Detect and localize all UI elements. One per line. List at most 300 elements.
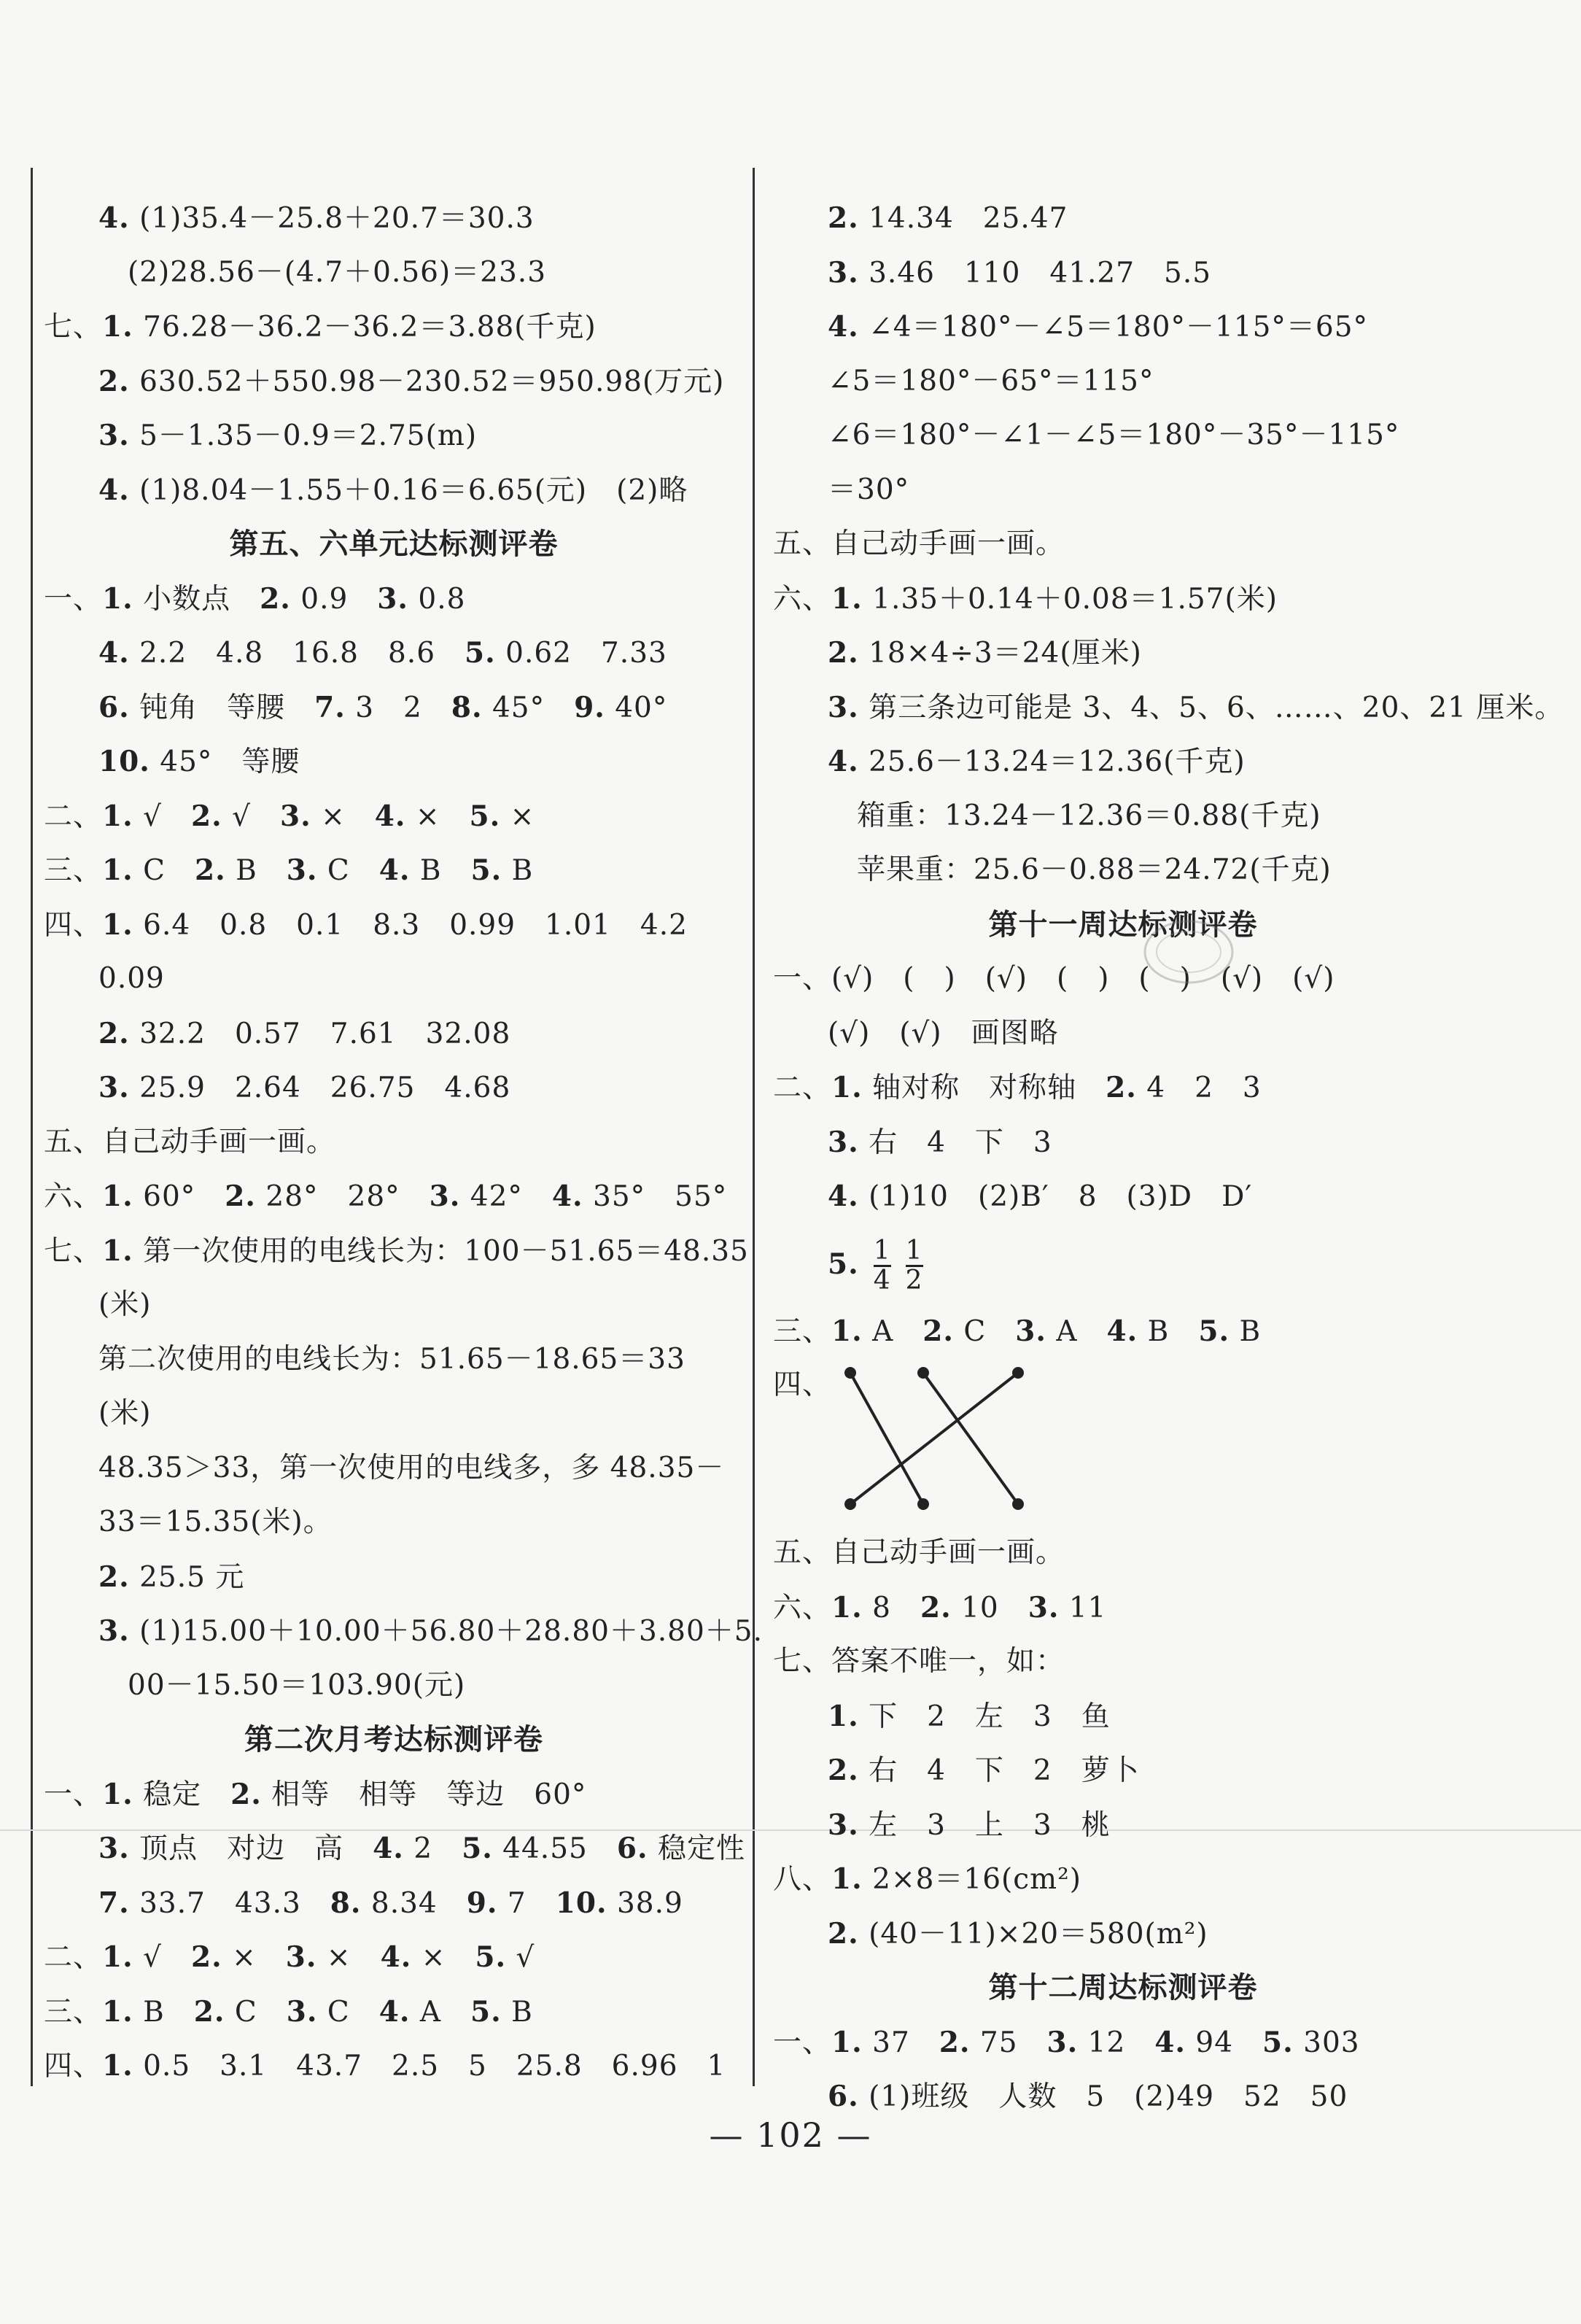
answer-text: 48.35＞33，第一次使用的电线多，多 48.35－	[98, 1451, 725, 1484]
answer-text: 0.5 3.1 43.7 2.5 5 25.8 6.96 1	[133, 2050, 726, 2083]
answer-line	[44, 1659, 744, 1713]
answer-line	[773, 1526, 1473, 1581]
item-number: 2.	[939, 2025, 971, 2059]
match-dot	[1012, 1367, 1024, 1379]
item-number: 3.	[98, 1071, 130, 1104]
answer-text: 38.9	[607, 1886, 683, 1920]
item-number: 4.	[551, 1180, 583, 1213]
answer-text: 0.62 7.33	[495, 637, 667, 670]
answer-text: 第十一周达标测评卷	[988, 907, 1258, 942]
answer-text: 3 2	[345, 691, 451, 724]
answer-line	[44, 1224, 749, 1279]
match-dot	[917, 1498, 929, 1510]
answer-text: 一、	[44, 582, 103, 616]
answer-text: 303	[1293, 2026, 1360, 2059]
answer-line	[773, 1224, 1473, 1304]
section-heading	[44, 1713, 744, 1767]
answer-line	[44, 1061, 744, 1115]
item-number: 2.	[828, 201, 859, 235]
item-number: 3.	[828, 690, 859, 724]
answer-line	[773, 626, 1473, 681]
match-line	[850, 1373, 1018, 1504]
column-divider	[753, 168, 755, 2086]
matching-lines-diagram	[836, 1358, 1040, 1519]
answer-text: ×	[500, 799, 535, 833]
answer-text: (40－11)×20＝580(m²)	[858, 1917, 1208, 1951]
answer-text: 44.55	[492, 1832, 617, 1865]
answer-text: 37	[862, 2026, 939, 2059]
item-number: 5.	[470, 1994, 502, 2029]
answer-line	[44, 1985, 744, 2040]
item-number: 1.	[831, 1314, 863, 1348]
answer-text: 11	[1059, 1591, 1107, 1624]
item-number: 3.	[429, 1180, 461, 1213]
item-number: 5.	[1198, 1314, 1230, 1348]
item-number: 4.	[374, 799, 406, 833]
answer-text: 第二次月考达标测评卷	[244, 1723, 543, 1756]
item-number: 7.	[98, 1886, 130, 1920]
answer-text: ∠6＝180°－∠1－∠5＝180°－35°－115°	[828, 419, 1400, 452]
match-dot	[844, 1367, 856, 1379]
left-margin-rule	[31, 168, 33, 2086]
item-number: 2.	[190, 799, 222, 833]
answer-text: 630.52＋550.98－230.52＝950.98(万元)	[129, 365, 725, 398]
answer-text: C	[954, 1314, 1016, 1348]
answer-text: (2)28.56－(4.7＋0.56)＝23.3	[128, 255, 547, 289]
answer-line	[773, 2015, 1473, 2070]
answer-line	[773, 1358, 1473, 1526]
item-number: 1.	[102, 2049, 133, 2083]
item-number: 4.	[378, 1994, 411, 2029]
item-number: 4.	[373, 1832, 404, 1865]
item-number: 3.	[286, 1994, 318, 2029]
answer-line	[44, 1278, 744, 1333]
answer-text: 四、	[773, 1368, 832, 1401]
item-number: 2.	[828, 1754, 859, 1787]
answer-text: (1)35.4－25.8＋20.7＝30.3	[129, 202, 535, 235]
answer-text: 五、自己动手画一画。	[773, 527, 1065, 560]
item-number: 1.	[102, 853, 133, 887]
answer-text: B	[225, 854, 287, 887]
answer-text: B	[501, 1995, 533, 2029]
answer-text: (1)8.04－1.55＋0.16＝6.65(元) (2)略	[129, 473, 688, 507]
item-number: 2.	[190, 1940, 222, 1974]
answer-line	[773, 1852, 1473, 1907]
answer-line	[44, 300, 744, 355]
answer-text: 75	[970, 2026, 1047, 2059]
item-number: 2.	[920, 1590, 952, 1624]
answer-text: 下 2 左 3 鱼	[858, 1700, 1111, 1733]
answer-text: 45° 等腰	[149, 745, 300, 778]
section-heading	[44, 517, 744, 572]
answer-line	[44, 1767, 744, 1822]
answer-line	[44, 735, 744, 789]
item-number: 9.	[466, 1886, 498, 1920]
answer-text: 七、	[44, 311, 103, 344]
answer-text: 10	[951, 1591, 1028, 1624]
answer-line	[773, 1007, 1473, 1061]
item-number: 1.	[102, 1233, 133, 1268]
item-number: 3.	[98, 419, 130, 452]
answer-line	[773, 408, 1473, 463]
fraction-numerator: 1	[905, 1236, 923, 1266]
answer-text: 2	[403, 1832, 462, 1865]
answer-text: 2.2 4.8 16.8 8.6	[129, 637, 465, 670]
answer-line	[44, 1115, 744, 1170]
answer-text: 四、	[44, 908, 103, 942]
item-number: 5.	[462, 1832, 493, 1865]
item-number: 2.	[260, 581, 291, 616]
answer-text: C	[317, 1995, 379, 2029]
answer-line	[773, 246, 1473, 301]
answer-text: 25.9 2.64 26.75 4.68	[129, 1072, 511, 1104]
item-number: 1.	[831, 1862, 863, 1896]
answer-text: 42°	[460, 1180, 552, 1213]
item-number: 3.	[1046, 2025, 1079, 2059]
answer-text: (1)班级 人数 5 (2)49 52 50	[858, 2080, 1348, 2113]
answer-line	[773, 1115, 1473, 1170]
answer-text: 33.7 43.3	[129, 1886, 330, 1920]
item-number: 6.	[828, 2080, 859, 2113]
item-number: 1.	[102, 1777, 133, 1811]
answer-text: 箱重：13.24－12.36＝0.88(千克)	[857, 799, 1321, 832]
answer-text: 六、	[44, 1180, 103, 1213]
answer-text: 一、	[44, 1778, 103, 1811]
item-number: 1.	[831, 581, 863, 616]
answer-line	[44, 1604, 764, 1659]
answer-text: 33＝15.35(米)。	[98, 1506, 333, 1538]
answer-text: C	[133, 854, 195, 887]
answer-text: 8.34	[361, 1886, 467, 1920]
item-number: 4.	[1106, 1314, 1138, 1348]
item-number: 5.	[470, 853, 502, 887]
section-heading	[773, 898, 1473, 953]
answer-text: 稳定性	[648, 1832, 745, 1865]
item-number: 10.	[98, 745, 150, 778]
answer-text: √	[222, 799, 280, 833]
item-number: 4.	[98, 201, 130, 235]
answer-line	[773, 1907, 1473, 1961]
answer-text: 三、	[44, 854, 103, 887]
section-heading	[773, 1961, 1473, 2015]
item-number: 2.	[230, 1777, 262, 1811]
answer-line	[773, 735, 1473, 789]
stamp-mark	[1138, 912, 1240, 992]
answer-text: ×	[411, 1941, 475, 1974]
answer-line	[44, 1821, 744, 1876]
answer-line	[44, 1930, 744, 1985]
answer-line	[773, 952, 1473, 1007]
item-number: 6.	[98, 690, 130, 724]
answer-text: ×	[316, 1941, 381, 1974]
answer-text: 左 3 上 3 桃	[858, 1808, 1111, 1842]
item-number: 5.	[828, 1247, 859, 1281]
item-number: 1.	[831, 1590, 863, 1624]
answer-text: (米)	[98, 1288, 152, 1321]
item-number: 3.	[828, 255, 859, 290]
item-number: 2.	[225, 1180, 256, 1213]
answer-text: 一、	[773, 2026, 832, 2059]
answer-line	[773, 463, 1473, 518]
answer-text: √	[133, 799, 191, 833]
answer-line	[44, 463, 744, 518]
left-column	[44, 191, 764, 2093]
item-number: 8.	[330, 1886, 362, 1920]
answer-text: B	[410, 854, 471, 887]
answer-line	[44, 1441, 744, 1496]
answer-line	[44, 843, 744, 898]
answer-text: 28° 28°	[255, 1180, 430, 1213]
answer-text: 五、自己动手画一画。	[44, 1125, 336, 1158]
answer-text: 60°	[133, 1180, 225, 1213]
answer-line	[773, 300, 1473, 355]
answer-text: 94	[1185, 2026, 1263, 2059]
item-number: 4.	[380, 1940, 412, 1974]
answer-text: 6.4 0.8 0.1 8.3 0.99 1.01 4.2	[133, 908, 688, 942]
answer-line	[773, 1743, 1473, 1798]
answer-line	[44, 1333, 744, 1387]
answer-line	[44, 246, 744, 301]
item-number: 4.	[1154, 2025, 1186, 2059]
answer-text: (米)	[98, 1397, 152, 1430]
answer-text: 七、	[44, 1234, 103, 1268]
answer-text: (1)15.00＋10.00＋56.80＋28.80＋3.80＋5.	[129, 1615, 764, 1648]
answer-text: 00－15.50＝103.90(元)	[128, 1668, 466, 1702]
item-number: 9.	[574, 690, 605, 724]
answer-line	[773, 1689, 1473, 1744]
item-number: 2.	[98, 364, 130, 398]
answer-line	[44, 1007, 744, 1061]
item-number: 1.	[828, 1699, 859, 1733]
answer-text: 32.2 0.57 7.61 32.08	[129, 1017, 511, 1050]
answer-text: 18×4÷3＝24(厘米)	[858, 637, 1142, 670]
answer-text: 三、	[773, 1314, 832, 1348]
item-number: 5.	[469, 799, 501, 833]
answer-text: 三、	[44, 1995, 103, 2029]
item-number: 2.	[828, 1916, 859, 1951]
answer-line	[44, 355, 744, 409]
answer-text: √	[133, 1941, 191, 1974]
answer-text: 六、	[773, 582, 832, 616]
item-number: 4.	[828, 745, 859, 778]
fraction-denominator: 4	[873, 1266, 891, 1295]
answer-text: 35° 55°	[583, 1180, 728, 1213]
answer-line	[773, 681, 1564, 735]
answer-text: (1)10 (2)B′ 8 (3)D D′	[858, 1180, 1253, 1213]
match-dot	[917, 1367, 929, 1379]
item-number: 3.	[285, 1940, 317, 1974]
answer-text: 第五、六单元达标测评卷	[229, 527, 559, 561]
item-number: 1.	[102, 1940, 133, 1974]
answer-text: 第三条边可能是 3、4、5、6、……、20、21 厘米。	[858, 691, 1564, 724]
match-line	[923, 1373, 1018, 1504]
match-dot	[844, 1498, 856, 1510]
item-number: 1.	[831, 1071, 863, 1104]
answer-line	[44, 1495, 744, 1550]
answer-text: 45°	[482, 691, 575, 724]
answer-text: 12	[1078, 2026, 1155, 2059]
answer-text: 二、	[44, 1941, 103, 1974]
answer-text: 稳定	[133, 1778, 231, 1811]
item-number: 2.	[1106, 1071, 1137, 1104]
answer-text: 76.28－36.2－36.2＝3.88(千克)	[133, 311, 597, 344]
answer-text: C	[317, 854, 379, 887]
answer-line	[773, 843, 1473, 898]
answer-text: ×	[311, 799, 375, 833]
answer-line	[44, 681, 744, 735]
answer-text: A	[862, 1314, 923, 1348]
item-number: 4.	[828, 1180, 859, 1213]
answer-line	[44, 1876, 744, 1931]
answer-line	[44, 789, 744, 844]
answer-line	[44, 572, 744, 627]
item-number: 10.	[555, 1886, 607, 1920]
answer-text: 五、自己动手画一画。	[773, 1536, 1065, 1569]
item-number: 2.	[98, 1560, 130, 1594]
item-number: 3.	[377, 581, 408, 616]
item-number: 1.	[102, 799, 133, 833]
answer-text: 六、	[773, 1591, 832, 1624]
answer-text: 八、	[773, 1863, 832, 1896]
item-number: 2.	[193, 1994, 225, 2029]
answer-line	[773, 1304, 1473, 1359]
fraction-denominator: 2	[905, 1266, 923, 1295]
answer-line	[773, 1169, 1473, 1224]
answer-text: 第一次使用的电线长为：100－51.65＝48.35	[133, 1234, 749, 1268]
answer-text: 25.5 元	[129, 1560, 245, 1594]
answer-line	[44, 952, 744, 1007]
item-number: 4.	[98, 636, 130, 670]
answer-text: 小数点	[133, 582, 260, 616]
item-number: 3.	[1028, 1590, 1060, 1624]
answer-text: 0.8	[408, 582, 466, 616]
item-number: 2.	[194, 853, 226, 887]
answer-line	[773, 789, 1473, 844]
item-number: 1.	[102, 1180, 133, 1213]
answer-line	[773, 572, 1473, 627]
answer-text: 4 2 3	[1136, 1072, 1262, 1104]
answer-text: ×	[222, 1941, 286, 1974]
item-number: 1.	[102, 581, 133, 616]
item-number: 6.	[616, 1832, 648, 1865]
item-number: 3.	[828, 1125, 859, 1159]
item-number: 5.	[1262, 2025, 1294, 2059]
answer-text: B	[502, 854, 534, 887]
answer-text: 一、(√) ( ) (√) ( ) ( ) (√) (√)	[773, 962, 1335, 995]
item-number: 2.	[828, 636, 859, 670]
answer-text: 七、答案不唯一，如：	[773, 1645, 1065, 1678]
answer-line	[773, 517, 1473, 572]
answer-line	[773, 1581, 1473, 1635]
answer-text: √	[506, 1941, 535, 1974]
answer-text: 2×8＝16(cm²)	[862, 1863, 1081, 1896]
answer-line	[44, 1387, 744, 1441]
answer-line	[44, 1169, 744, 1224]
answer-text: C	[225, 1995, 287, 2029]
item-number: 1.	[102, 907, 133, 942]
item-number: 8.	[451, 690, 483, 724]
answer-text: 25.6－13.24＝12.36(千克)	[858, 745, 1246, 778]
answer-text: 苹果重：25.6－0.88＝24.72(千克)	[857, 853, 1332, 886]
answer-text: 14.34 25.47	[858, 202, 1068, 235]
fraction	[906, 1237, 923, 1295]
item-number: 5.	[475, 1940, 507, 1974]
item-number: 2.	[98, 1016, 130, 1050]
answer-text: 1.35＋0.14＋0.08＝1.57(米)	[862, 582, 1278, 616]
answer-text: B	[1230, 1314, 1262, 1348]
item-number: 1.	[102, 310, 133, 344]
item-number: 2.	[922, 1314, 955, 1348]
answer-text: 7	[497, 1886, 556, 1920]
answer-text: B	[133, 1995, 194, 2029]
right-column	[773, 191, 1564, 2124]
answer-line	[44, 626, 744, 681]
item-number: 3.	[828, 1808, 859, 1842]
item-number: 1.	[831, 2025, 863, 2059]
answer-line	[773, 1635, 1473, 1689]
match-line	[850, 1373, 923, 1504]
answer-text: 二、	[773, 1072, 832, 1104]
answer-text: 二、	[44, 799, 103, 833]
answer-line	[44, 408, 744, 463]
answer-text: 右 4 下 3	[858, 1126, 1052, 1159]
item-number: 3.	[98, 1832, 130, 1865]
answer-text: 钝角 等腰	[129, 691, 315, 724]
answer-line	[44, 1550, 744, 1605]
answer-line	[773, 191, 1473, 246]
answer-text: ＝30°	[828, 473, 910, 506]
answer-line	[44, 898, 744, 953]
item-number: 7.	[314, 690, 346, 724]
answer-text: ∠4＝180°－∠5＝180°－115°＝65°	[858, 311, 1369, 344]
answer-text: 0.09	[98, 962, 165, 995]
fraction-numerator: 1	[873, 1236, 891, 1266]
answer-text: 5－1.35－0.9＝2.75(m)	[129, 419, 478, 452]
answer-text: 顶点 对边 高	[129, 1832, 373, 1865]
answer-text: 40°	[605, 691, 668, 724]
page-number: — 102 —	[709, 2115, 872, 2155]
answer-text: 相等 相等 等边 60°	[261, 1778, 587, 1811]
answer-text: ∠5＝180°－65°＝115°	[828, 364, 1154, 398]
answer-text: 右 4 下 2 萝卜	[858, 1754, 1140, 1787]
item-number: 3.	[1015, 1314, 1046, 1348]
answer-line	[44, 191, 744, 246]
item-number: 3.	[279, 799, 311, 833]
answer-text: 第十二周达标测评卷	[988, 1971, 1258, 2005]
answer-line	[773, 1798, 1473, 1853]
answer-text: 0.9	[290, 582, 378, 616]
answer-text: 8	[862, 1591, 920, 1624]
fraction	[874, 1237, 891, 1295]
item-number: 4.	[378, 853, 411, 887]
item-number: 3.	[286, 853, 318, 887]
answer-text: 轴对称 对称轴	[862, 1072, 1106, 1104]
item-number: 3.	[98, 1614, 130, 1648]
answer-text: 3.46 110 41.27 5.5	[858, 256, 1212, 290]
answer-text: A	[410, 1995, 471, 2029]
answer-text: B	[1138, 1314, 1199, 1348]
item-number: 1.	[102, 1994, 133, 2029]
answer-text: 第二次使用的电线长为：51.65－18.65＝33	[98, 1342, 685, 1376]
item-number: 5.	[465, 636, 496, 670]
answer-text: A	[1046, 1314, 1107, 1348]
answer-text: (√) (√) 画图略	[828, 1016, 1059, 1050]
match-dot	[1012, 1498, 1024, 1510]
item-number: 4.	[98, 473, 130, 507]
item-number: 4.	[828, 310, 859, 344]
answer-text: ×	[405, 799, 470, 833]
answer-line	[773, 355, 1473, 409]
